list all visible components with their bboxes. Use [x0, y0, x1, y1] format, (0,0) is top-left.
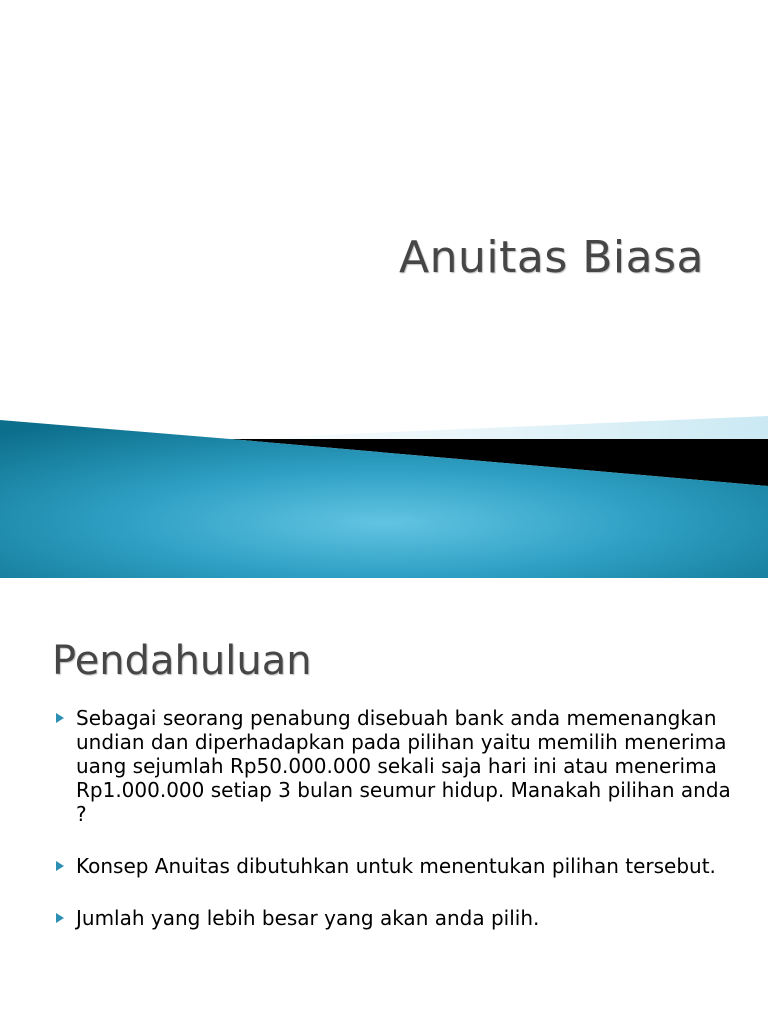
list-item	[52, 906, 742, 930]
triangle-bullet-icon	[56, 913, 64, 923]
triangle-bullet-icon	[56, 713, 64, 723]
bullet-list	[52, 706, 742, 958]
slide-title: Anuitas Biasa	[399, 232, 704, 283]
list-item	[52, 854, 742, 878]
list-item	[52, 706, 742, 826]
content-slide	[0, 578, 768, 1024]
swoosh-light-strip	[230, 416, 768, 439]
bullet-text: Konsep Anuitas dibutuhkan untuk menentukan pilihan tersebut.	[76, 854, 716, 878]
triangle-bullet-icon	[56, 861, 64, 871]
bullet-text: Jumlah yang lebih besar yang akan anda pilih.	[76, 906, 540, 930]
decorative-swoosh-band	[0, 410, 768, 578]
bullet-text: Sebagai seorang penabung disebuah bank anda memenangkan undian dan diperhadapkan pada pilihan yaitu memilih menerima uang sejumlah Rp50.000.000 sekali saja hari ini atau menerima Rp1.000.000 setiap 3 bulan seumur hidup. Manakah pilihan anda ?	[76, 706, 731, 826]
slide-heading: Pendahuluan	[52, 638, 312, 684]
